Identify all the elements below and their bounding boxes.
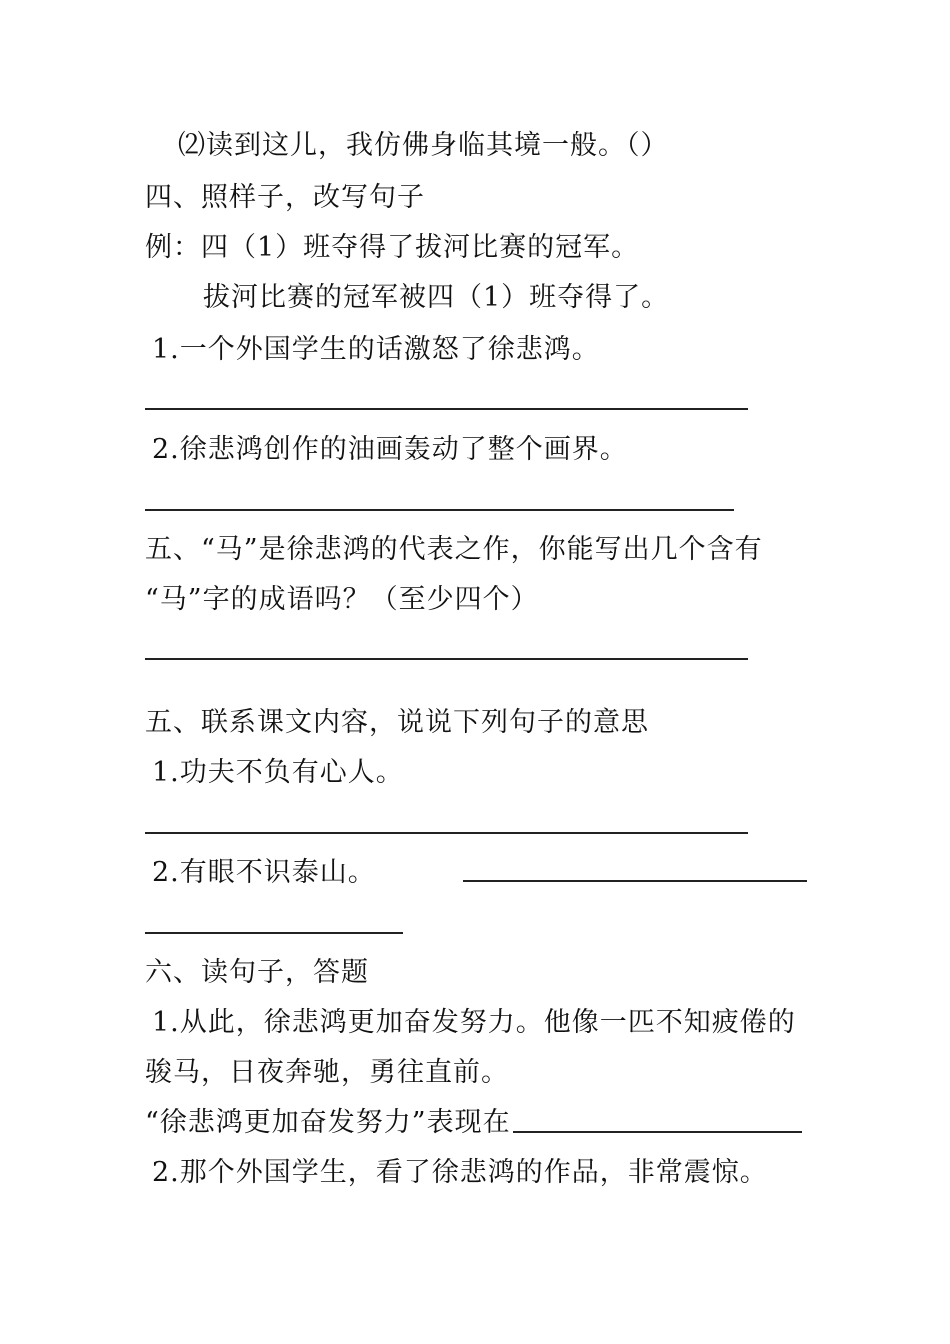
answer-line-5b-1[interactable] [145,832,748,834]
section-6-question-1-line-2: 骏马，日夜奔驰，勇往直前。 [145,1057,509,1088]
section-5a-title-line-1: 五、“马”是徐悲鸿的代表之作，你能写出几个含有 [145,534,763,565]
section-6-question-2: 2.那个外国学生，看了徐悲鸿的作品，非常震惊。 [152,1157,768,1188]
section-5b-question-1: 1.功夫不负有心人。 [152,757,404,788]
question-3-2: ⑵读到这儿，我仿佛身临其境一般。（） [178,130,669,161]
answer-line-6-1[interactable] [513,1131,802,1133]
answer-line-4-1[interactable] [145,408,748,410]
section-5b-title: 五、联系课文内容，说说下列句子的意思 [145,707,649,738]
answer-line-5b-2a[interactable] [463,880,807,882]
answer-line-5a[interactable] [145,658,748,660]
section-5a-title-line-2: “马”字的成语吗？（至少四个） [145,584,539,615]
section-4-question-2: 2.徐悲鸿创作的油画轰动了整个画界。 [152,434,628,465]
answer-line-5b-2b[interactable] [145,932,403,934]
section-6-question-1-line-1: 1.从此，徐悲鸿更加奋发努力。他像一匹不知疲倦的 [152,1007,796,1038]
section-4-question-1: 1.一个外国学生的话激怒了徐悲鸿。 [152,334,600,365]
answer-line-4-2[interactable] [145,509,734,511]
section-6-question-1-prompt: “徐悲鸿更加奋发努力”表现在 [145,1107,511,1138]
section-4-title: 四、照样子，改写句子 [145,182,425,213]
example-line-2: 拔河比赛的冠军被四（1）班夺得了。 [203,282,670,313]
section-6-title: 六、读句子，答题 [145,957,369,988]
example-line-1: 例：四（1）班夺得了拔河比赛的冠军。 [145,232,640,263]
section-5b-question-2: 2.有眼不识泰山。 [152,857,376,888]
